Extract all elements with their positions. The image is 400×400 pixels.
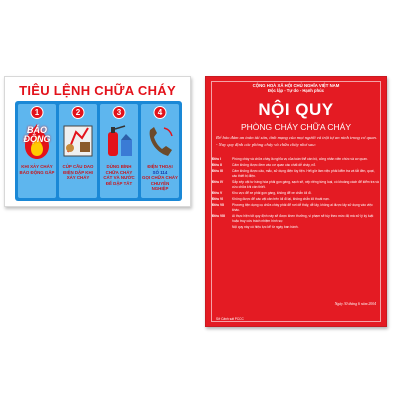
issue-date: Ngày 30 tháng 6 năm 2004 <box>334 302 376 306</box>
rules-articles <box>212 157 380 231</box>
fire-extinguisher-icon <box>103 122 135 160</box>
article-label: Điều IV <box>212 180 224 185</box>
phone-label: ĐIỆN THOẠI <box>147 164 173 169</box>
article-text: Cấm không được đem vào cơ quan các chất dễ cháy, nổ. <box>232 163 316 168</box>
issuer-footer: Sở Cảnh sát PCCC <box>216 317 244 321</box>
phone-call-label: GỌI CHỮA CHÁY CHUYÊN NGHIỆP <box>142 175 178 192</box>
step-caption <box>142 164 178 192</box>
step-caption: CÚP CẦU DAO ĐIỆN DẬP KHI XẢY CHÁY <box>62 164 94 181</box>
article <box>212 225 380 230</box>
step-caption: KHI XẢY CHÁY BÁO ĐỘNG GẤP <box>19 164 55 175</box>
article-label: Điều V <box>212 190 223 195</box>
article <box>212 169 380 178</box>
article <box>212 191 380 196</box>
article-text: Sắp xếp vật tư hàng hóa phải gọn gàng, sạch sẽ, xếp riêng từng loại, có khoảng cách để kiểm tra và cứu chữa khi cần thiết. <box>232 180 379 189</box>
fire-rules-poster <box>205 76 387 327</box>
step-caption: DÙNG BÌNH CHỮA CHÁY CÁT VÀ NƯỚC ĐỂ DẬP TẮT <box>103 164 135 186</box>
article-text: Cấm không được câu, mắc, sử dụng điện tùy tiện. Hết giờ làm việc phải kiểm tra và tắt đèn, quạt, các thiết bị điện. <box>232 169 375 178</box>
step-4 <box>141 104 179 198</box>
article-text: Ai thực hiện tốt quy định này sẽ được khen thưởng, vi phạm sẽ tùy theo mức độ mà xử lý kỷ luật hoặc truy cứu trách nhiệm hình sự. <box>232 214 374 223</box>
article-label: Điều VII <box>212 203 225 208</box>
article-label: Điều II <box>212 163 222 168</box>
power-switch-icon <box>62 122 94 160</box>
article-text: Phòng cháy và chữa cháy là nghĩa vụ của toàn thể cán bộ, công nhân viên chức và cơ quan. <box>232 157 368 161</box>
step-number: 2 <box>72 106 85 119</box>
article-label: Điều VI <box>212 197 224 202</box>
hotline-number: SỐ 114 <box>152 169 168 175</box>
national-motto: Độc lập - Tự do - Hạnh phúc <box>267 88 325 93</box>
rules-intro <box>216 135 378 148</box>
article <box>212 157 380 162</box>
article <box>212 180 380 189</box>
intro-line-1: Để bảo đảm an toàn tài sản, tính mạng của mọi người và trật tự an ninh trong cơ quan. <box>216 135 377 140</box>
article-text: Phương tiện dụng cụ chữa cháy phải để nơi dễ thấy, dễ lấy, không ai được lấy sử dụng vào việc khác. <box>232 203 373 212</box>
steps-frame <box>15 101 182 201</box>
article-text: Khu vực để xe phải gọn gàng, không để xe chắn lối đi. <box>232 190 312 195</box>
step-3 <box>100 104 138 198</box>
intro-line-2: - Nay quy định các phòng cháy và chữa cháy như sau: <box>216 141 317 147</box>
article <box>212 163 380 168</box>
article <box>212 197 380 202</box>
article-label: Điều I <box>212 157 221 161</box>
article <box>212 214 380 223</box>
article-label: Điều III <box>212 169 223 174</box>
closing-text: Nội quy này có hiệu lực kể từ ngày ban hành. <box>232 224 299 229</box>
alarm-badge: BÁO ĐỘNG <box>23 125 51 144</box>
step-number: 4 <box>154 106 167 119</box>
step-number: 1 <box>31 106 44 119</box>
step-1 <box>18 104 56 198</box>
rules-title: NỘI QUY <box>258 100 334 119</box>
rules-subtitle: PHÒNG CHÁY CHỮA CHÁY <box>240 122 352 132</box>
fire-command-poster <box>4 76 191 207</box>
step-number: 3 <box>113 106 126 119</box>
nation-heading: CỘNG HOÀ XÃ HỘI CHỦ NGHĨA VIỆT NAM <box>252 83 340 88</box>
article-text: Không được để các vật cản trên lối đi lại, không chắn lối thoát nạn. <box>232 197 330 202</box>
phone-icon <box>144 122 176 160</box>
step-2 <box>59 104 97 198</box>
article <box>212 203 380 212</box>
article-label: Điều VIII <box>212 214 226 219</box>
fire-command-title: TIÊU LỆNH CHỮA CHÁY <box>19 83 176 98</box>
